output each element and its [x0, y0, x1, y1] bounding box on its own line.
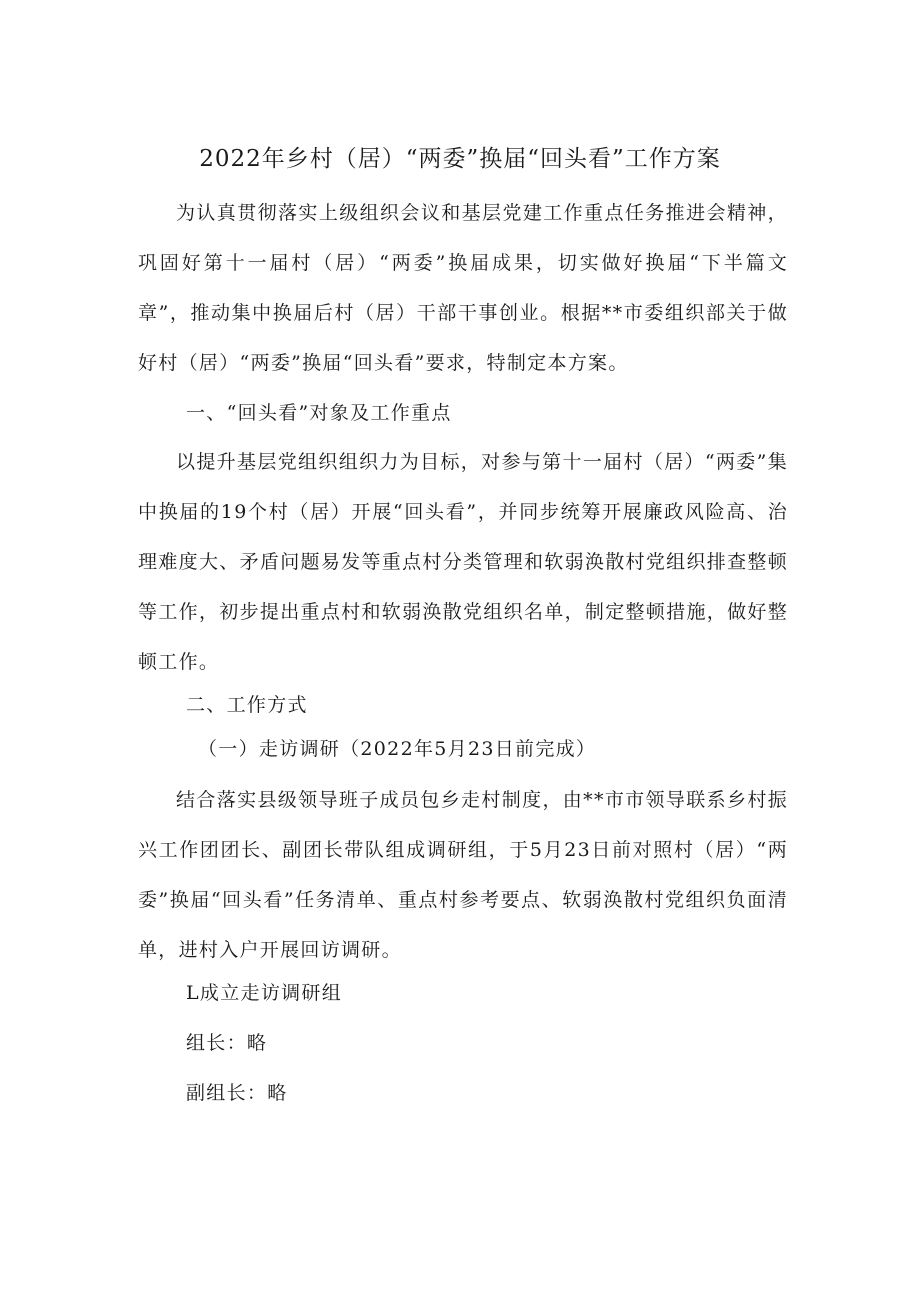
section-1-paragraph: 以提升基层党组织组织力为目标，对参与第十一届村（居）“两委”集中换届的19个村（居）开展“回头看”，并同步统筹开展廉政风险高、治理难度大、矛盾问题易发等重点村分类管理和软弱涣散村党组织排查整顿等工作，初步提出重点村和软弱涣散党组织名单，制定整顿措施，做好整顿工作。	[138, 451, 788, 673]
section-heading-1: 一、“回头看”对象及工作重点	[186, 402, 452, 424]
subsection-heading-1: （一）走访调研（2022年5月23日前完成）	[198, 738, 597, 760]
group-leader-line: 组长：略	[186, 1032, 268, 1054]
document-title: 2022年乡村（居）“两委”换届“回头看”工作方案	[199, 146, 721, 172]
section-heading-2: 二、工作方式	[186, 694, 308, 716]
item-heading-1: L成立走访调研组	[186, 982, 343, 1004]
deputy-leader-line: 副组长：略	[186, 1082, 288, 1104]
intro-paragraph: 为认真贯彻落实上级组织会议和基层党建工作重点任务推进会精神，巩固好第十一届村（居）“两委”换届成果，切实做好换届“下半篇文章”，推动集中换届后村（居）干部干事创业。根据**市委组织部关于做好村（居）“两委”换届“回头看”要求，特制定本方案。	[138, 202, 788, 374]
subsection-1-paragraph: 结合落实县级领导班子成员包乡走村制度，由**市市领导联系乡村振兴工作团团长、副团长带队组成调研组，于5月23日前对照村（居）“两委”换届“回头看”任务清单、重点村参考要点、软弱涣散村党组织负面清单，进村入户开展回访调研。	[138, 789, 788, 961]
